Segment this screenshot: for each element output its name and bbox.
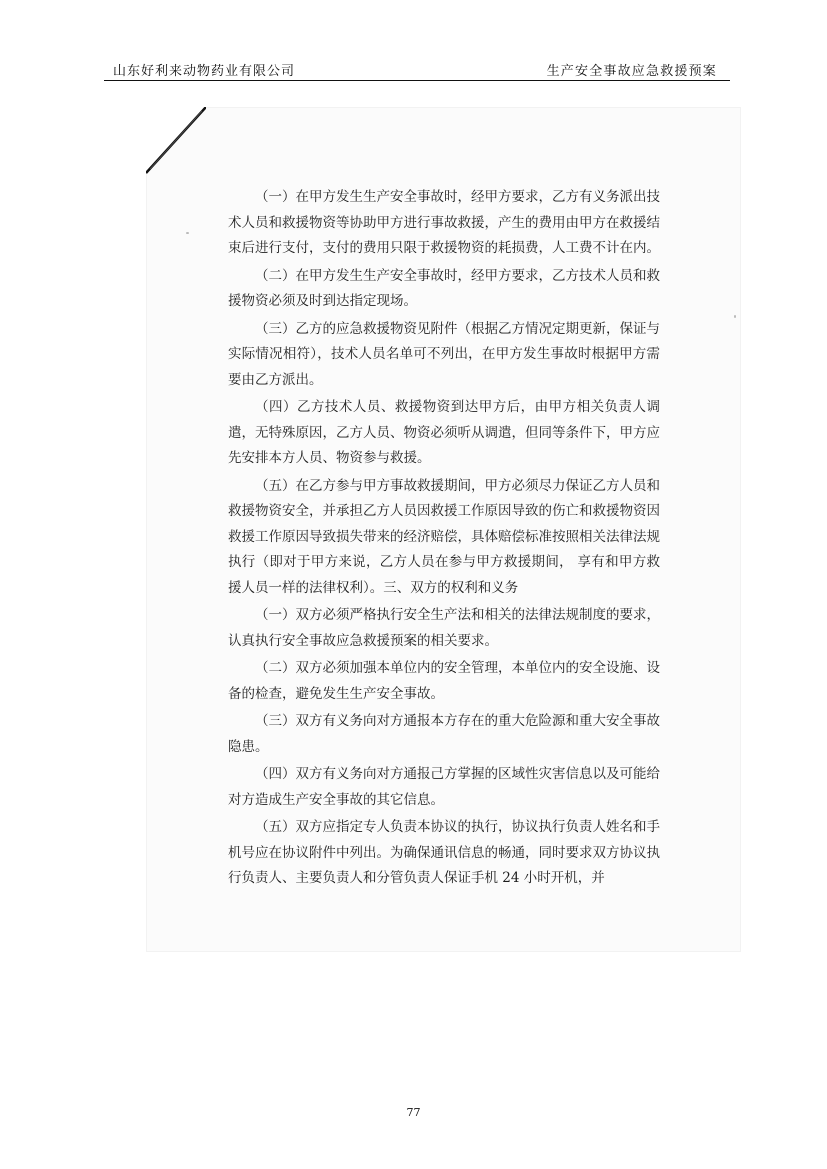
paragraph: （三）乙方的应急救援物资见附件（根据乙方情况定期更新，保证与实际情况相符），技术人员名单可不列出，在甲方发生事故时根据甲方需要由乙方派出。 (228, 320, 660, 388)
header-company-name: 山东好利来动物药业有限公司 (113, 64, 296, 79)
paragraph: （四）双方有义务向对方通报己方掌握的区域性灾害信息以及可能给对方造成生产安全事故的其它信息。 (228, 766, 660, 808)
header-divider (104, 80, 730, 81)
paragraph: （二）在甲方发生生产安全事故时，经甲方要求，乙方技术人员和救援物资必须及时到达指定现场。 (228, 267, 660, 309)
folded-corner-mark (146, 107, 206, 177)
scan-speck (186, 232, 189, 234)
header-document-title: 生产安全事故应急救援预案 (546, 64, 717, 79)
paragraph: （三）双方有义务向对方通报本方存在的重大危险源和重大安全事故隐患。 (228, 713, 660, 755)
paragraph: （一）双方必须严格执行安全生产法和相关的法律法规制度的要求，认真执行安全事故应急救援预案的相关要求。 (228, 607, 660, 649)
paragraph: （五）双方应指定专人负责本协议的执行，协议执行负责人姓名和手机号应在协议附件中列出。为确保通讯信息的畅通，同时要求双方协议执行负责人、主要负责人和分管负责人保证手机 24 小时开机，并 (228, 819, 660, 886)
scan-speck (734, 315, 736, 318)
paragraph: （二）双方必须加强本单位内的安全管理，本单位内的安全设施、设备的检查，避免发生生产安全事故。 (228, 660, 660, 702)
paragraph: （一）在甲方发生生产安全事故时，经甲方要求，乙方有义务派出技术人员和救援物资等协助甲方进行事故救援，产生的费用由甲方在救援结束后进行支付，支付的费用只限于救援物资的耗损费，人工费不计在内。 (228, 189, 660, 256)
paragraph: （四）乙方技术人员、救援物资到达甲方后，由甲方相关负责人调遣，无特殊原因，乙方人员、物资必须听从调遣，但同等条件下，甲方应先安排本方人员、物资参与救援。 (228, 399, 660, 466)
agreement-text (228, 185, 660, 892)
page-number: 77 (406, 1106, 421, 1119)
paragraph: （五）在乙方参与甲方事故救援期间，甲方必须尽力保证乙方人员和救援物资安全，并承担乙方人员因救援工作原因导致的伤亡和救援物资因救援工作原因导致损失带来的经济赔偿，具体赔偿标准按照相关法律法规执行（即对于甲方来说，乙方人员在参与甲方救援期间， 享有和甲方救援人员一样的法律权利）。三、双方的权利和义务 (228, 477, 660, 596)
scanned-page-image (146, 107, 741, 952)
